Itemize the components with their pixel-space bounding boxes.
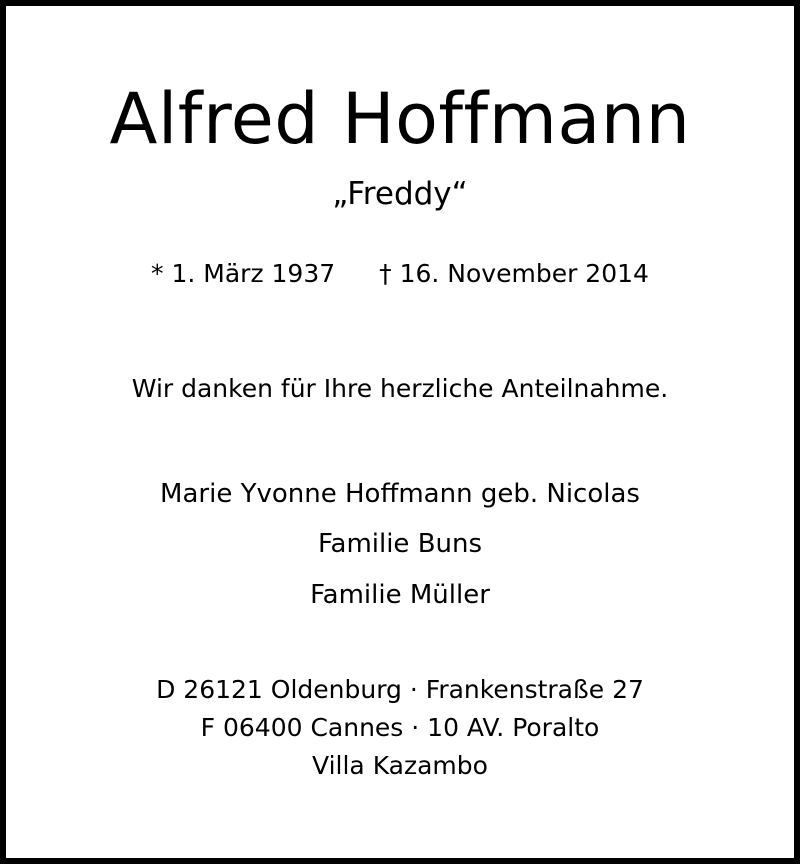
mourner-line: Marie Yvonne Hoffmann geb. Nicolas <box>160 479 640 509</box>
thanks-text: Wir danken für Ihre herzliche Anteilnahme. <box>131 374 669 403</box>
address-line: D 26121 Oldenburg · Frankenstraße 27 <box>156 675 644 704</box>
address-line: Villa Kazambo <box>312 751 488 780</box>
life-dates <box>6 258 794 290</box>
mourner-line: Familie Müller <box>310 580 490 610</box>
nickname: „Freddy“ <box>332 176 468 212</box>
death-date: † 16. November 2014 <box>379 259 649 288</box>
mourner-line: Familie Buns <box>317 529 483 559</box>
deceased-name: Alfred Hoffmann <box>109 78 691 160</box>
address-line: F 06400 Cannes · 10 AV. Poralto <box>200 713 600 742</box>
birth-date: * 1. März 1937 <box>151 259 336 288</box>
